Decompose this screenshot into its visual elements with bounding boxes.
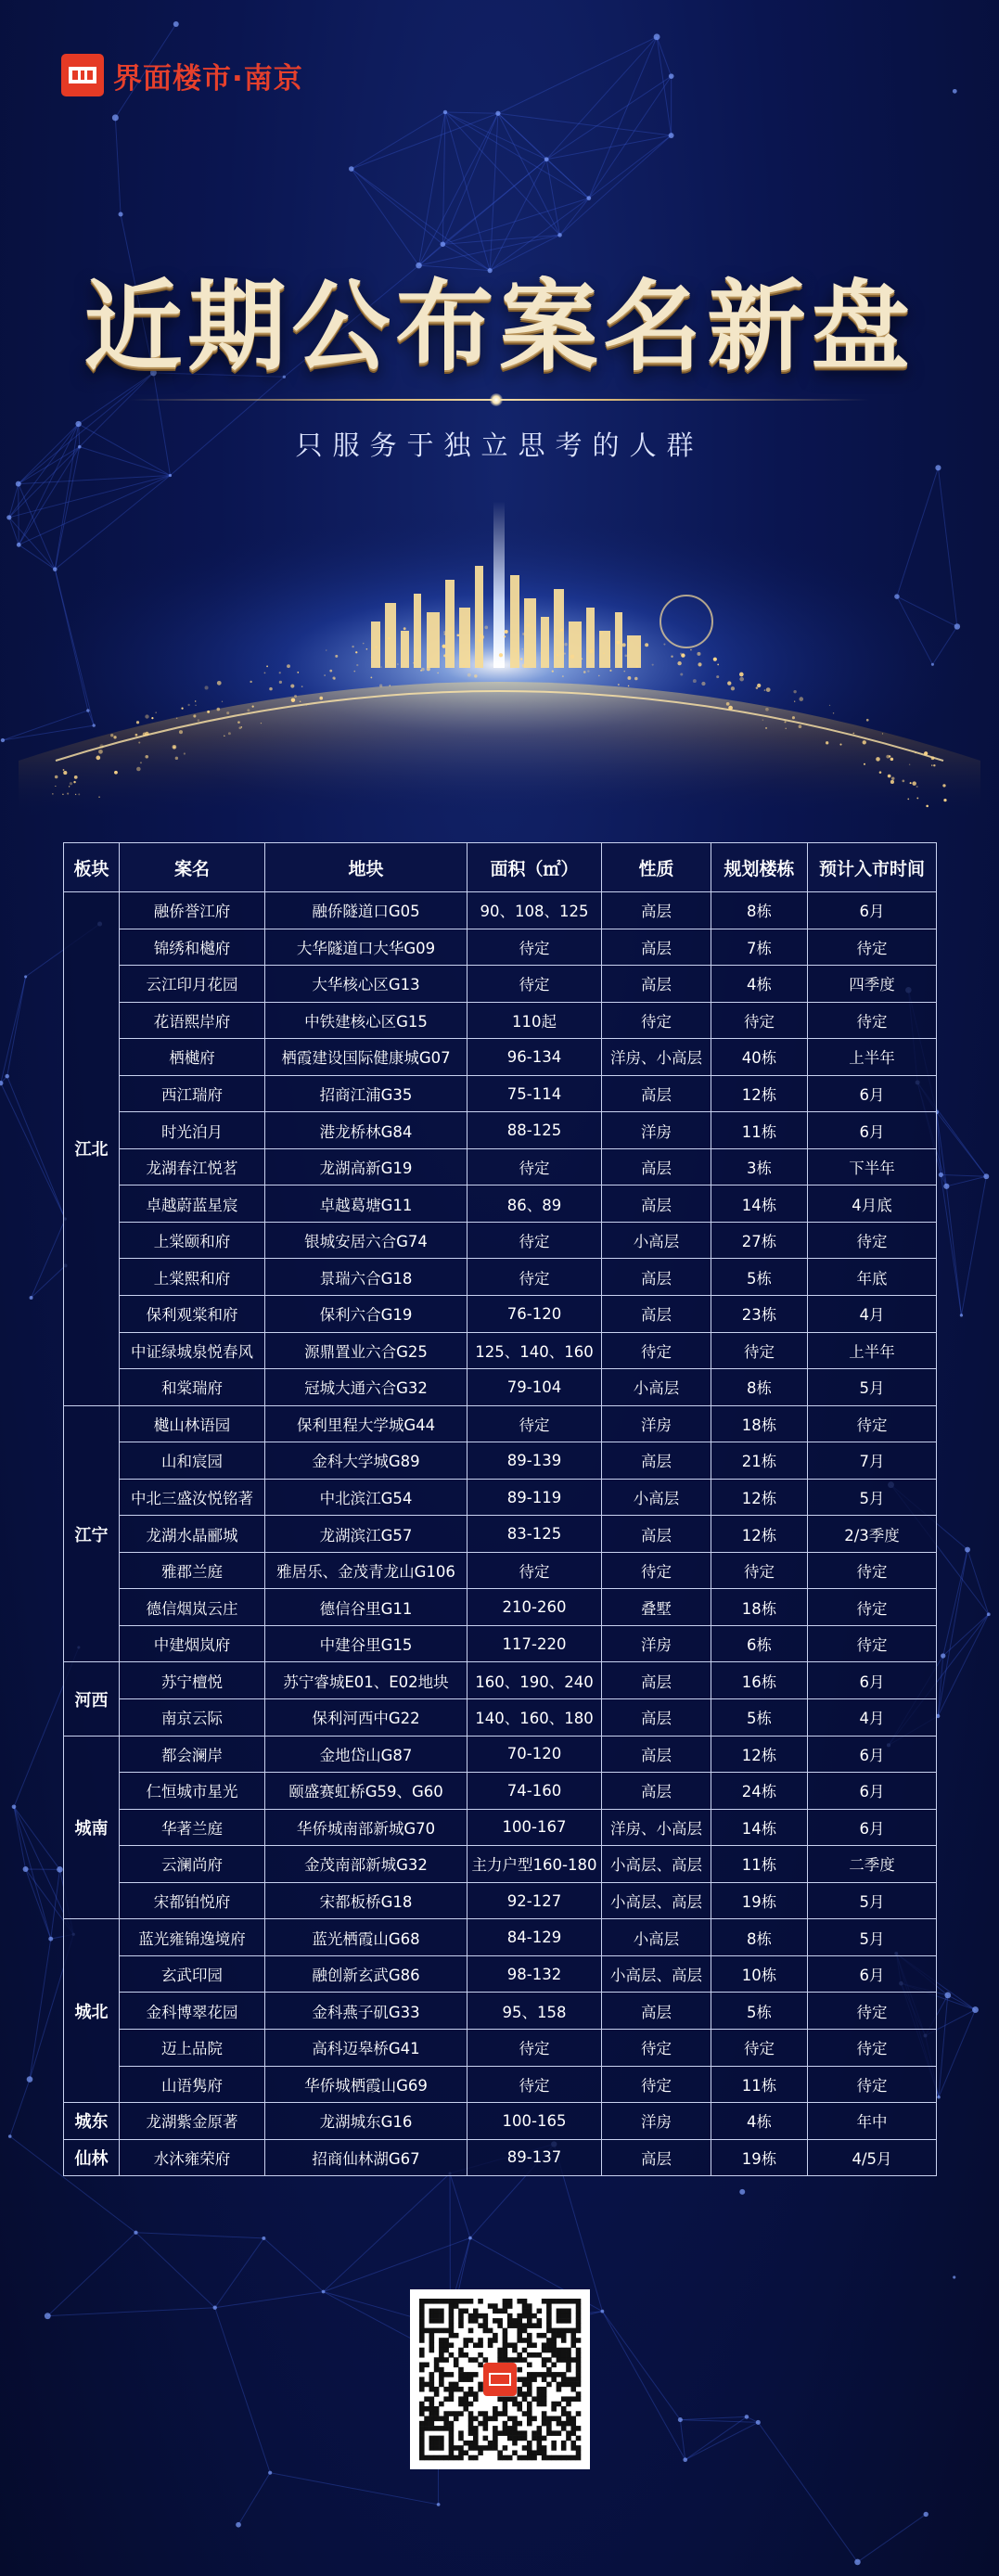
- cell-launch-time: 6月: [808, 1773, 937, 1810]
- table-header-row: [64, 843, 937, 892]
- cell-land-plot: 融创新玄武G86: [265, 1955, 467, 1993]
- cell-launch-time: 5月: [808, 1479, 937, 1516]
- cell-land-plot: 冠城大通六合G32: [265, 1369, 467, 1406]
- table-row: [64, 1259, 937, 1296]
- cell-launch-time: 上半年: [808, 1039, 937, 1076]
- cell-buildings: 6栋: [711, 1625, 808, 1662]
- cell-project-name: 仁恒城市星光: [120, 1773, 265, 1810]
- jiemian-logo-icon: [61, 54, 104, 96]
- cell-buildings: 5栋: [711, 1699, 808, 1737]
- cell-land-plot: 龙湖滨江G57: [265, 1516, 467, 1553]
- cell-area: 待定: [467, 2066, 602, 2103]
- cell-property-type: 高层: [602, 1185, 711, 1223]
- table-row: [64, 2029, 937, 2066]
- cell-property-type: 高层: [602, 929, 711, 966]
- cell-property-type: 高层: [602, 1075, 711, 1112]
- cell-region: 河西: [64, 1662, 120, 1736]
- cell-area: 92-127: [467, 1882, 602, 1919]
- cell-project-name: 和棠瑞府: [120, 1369, 265, 1406]
- cell-buildings: 24栋: [711, 1773, 808, 1810]
- cell-property-type: 高层: [602, 1296, 711, 1333]
- cell-land-plot: 苏宁睿城E01、E02地块: [265, 1662, 467, 1699]
- cell-launch-time: 6月: [808, 1736, 937, 1773]
- cell-project-name: 德信烟岚云庄: [120, 1589, 265, 1626]
- cell-project-name: 金科博翠花园: [120, 1993, 265, 2030]
- cell-buildings: 14栋: [711, 1185, 808, 1223]
- cell-property-type: 待定: [602, 1332, 711, 1369]
- table-row: [64, 2139, 937, 2176]
- cell-area: 70-120: [467, 1736, 602, 1773]
- cell-land-plot: 龙湖高新G19: [265, 1148, 467, 1185]
- table-row: [64, 1039, 937, 1076]
- table-row: [64, 1552, 937, 1589]
- cell-land-plot: 宋都板桥G18: [265, 1882, 467, 1919]
- cell-buildings: 12栋: [711, 1516, 808, 1553]
- cell-launch-time: 2/3季度: [808, 1516, 937, 1553]
- table-row: [64, 1222, 937, 1259]
- cell-project-name: 迈上品院: [120, 2029, 265, 2066]
- cell-area: 75-114: [467, 1075, 602, 1112]
- cell-property-type: 洋房: [602, 1405, 711, 1442]
- cell-land-plot: 金科燕子矶G33: [265, 1993, 467, 2030]
- cell-buildings: 待定: [711, 1002, 808, 1039]
- cell-project-name: 中建烟岚府: [120, 1625, 265, 1662]
- cell-project-name: 蓝光雍锦逸境府: [120, 1919, 265, 1956]
- cell-land-plot: 华侨城南部新城G70: [265, 1809, 467, 1846]
- table-row: [64, 1148, 937, 1185]
- cell-area: 74-160: [467, 1773, 602, 1810]
- cell-launch-time: 待定: [808, 1002, 937, 1039]
- cell-land-plot: 大华核心区G13: [265, 966, 467, 1003]
- cell-region: 城南: [64, 1736, 120, 1919]
- cell-project-name: 南京云际: [120, 1699, 265, 1737]
- cell-buildings: 40栋: [711, 1039, 808, 1076]
- cell-area: 待定: [467, 1405, 602, 1442]
- cell-property-type: 小高层、高层: [602, 1955, 711, 1993]
- cell-property-type: 高层: [602, 1773, 711, 1810]
- cell-land-plot: 德信谷里G11: [265, 1589, 467, 1626]
- cell-region: 城北: [64, 1919, 120, 2103]
- cell-land-plot: 卓越葛塘G11: [265, 1185, 467, 1223]
- cell-buildings: 待定: [711, 1332, 808, 1369]
- cell-region: 城东: [64, 2103, 120, 2140]
- cell-buildings: 10栋: [711, 1955, 808, 1993]
- city-skyline-illustration: [0, 482, 999, 816]
- cell-property-type: 待定: [602, 1552, 711, 1589]
- cell-region: 江宁: [64, 1405, 120, 1662]
- cell-area: 83-125: [467, 1516, 602, 1553]
- cell-buildings: 12栋: [711, 1736, 808, 1773]
- cell-land-plot: 港龙桥林G84: [265, 1112, 467, 1149]
- cell-buildings: 19栋: [711, 2139, 808, 2176]
- cell-area: 待定: [467, 1148, 602, 1185]
- cell-area: 140、160、180: [467, 1699, 602, 1737]
- cell-buildings: 11栋: [711, 1112, 808, 1149]
- cell-buildings: 21栋: [711, 1442, 808, 1480]
- table-row: [64, 1516, 937, 1553]
- cell-property-type: 高层: [602, 2139, 711, 2176]
- table-row: [64, 1589, 937, 1626]
- cell-area: 117-220: [467, 1625, 602, 1662]
- cell-land-plot: 银城安居六合G74: [265, 1222, 467, 1259]
- table-row: [64, 2066, 937, 2103]
- cell-land-plot: 金科大学城G89: [265, 1442, 467, 1480]
- cell-property-type: 洋房、小高层: [602, 1809, 711, 1846]
- cell-launch-time: 下半年: [808, 1148, 937, 1185]
- cell-property-type: 洋房: [602, 1112, 711, 1149]
- cell-project-name: 锦绣和樾府: [120, 929, 265, 966]
- cell-launch-time: 二季度: [808, 1846, 937, 1883]
- table-row: [64, 1625, 937, 1662]
- cell-land-plot: 中北滨江G54: [265, 1479, 467, 1516]
- table-row: [64, 1919, 937, 1956]
- table-row: [64, 1955, 937, 1993]
- cell-land-plot: 华侨城栖霞山G69: [265, 2066, 467, 2103]
- cell-launch-time: 6月: [808, 1112, 937, 1149]
- cell-launch-time: 年底: [808, 1259, 937, 1296]
- cell-property-type: 洋房、小高层: [602, 1039, 711, 1076]
- cell-area: 88-125: [467, 1112, 602, 1149]
- cell-land-plot: 雅居乐、金茂青龙山G106: [265, 1552, 467, 1589]
- cell-property-type: 高层: [602, 1148, 711, 1185]
- cell-buildings: 待定: [711, 2029, 808, 2066]
- cell-launch-time: 待定: [808, 1222, 937, 1259]
- cell-area: 95、158: [467, 1993, 602, 2030]
- table-row: [64, 1369, 937, 1406]
- table-body: [64, 892, 937, 2176]
- cell-buildings: 8栋: [711, 892, 808, 929]
- cell-launch-time: 待定: [808, 2029, 937, 2066]
- cell-project-name: 龙湖紫金原著: [120, 2103, 265, 2140]
- cell-area: 100-167: [467, 1809, 602, 1846]
- cell-land-plot: 颐盛赛虹桥G59、G60: [265, 1773, 467, 1810]
- cell-launch-time: 待定: [808, 2066, 937, 2103]
- cell-land-plot: 中铁建核心区G15: [265, 1002, 467, 1039]
- cell-land-plot: 大华隧道口大华G09: [265, 929, 467, 966]
- cell-launch-time: 上半年: [808, 1332, 937, 1369]
- cell-project-name: 水沐雍荣府: [120, 2139, 265, 2176]
- cell-launch-time: 4月: [808, 1699, 937, 1737]
- cell-region: 仙林: [64, 2139, 120, 2176]
- cell-area: 主力户型160-180: [467, 1846, 602, 1883]
- new-projects-table-wrap: [63, 842, 936, 2176]
- cell-project-name: 栖樾府: [120, 1039, 265, 1076]
- cell-launch-time: 4月底: [808, 1185, 937, 1223]
- cell-area: 160、190、240: [467, 1662, 602, 1699]
- cell-area: 待定: [467, 1222, 602, 1259]
- cell-project-name: 卓越蔚蓝星宸: [120, 1185, 265, 1223]
- cell-project-name: 玄武印园: [120, 1955, 265, 1993]
- cell-launch-time: 6月: [808, 1075, 937, 1112]
- table-row: [64, 1332, 937, 1369]
- cell-property-type: 高层: [602, 1736, 711, 1773]
- cell-buildings: 11栋: [711, 2066, 808, 2103]
- cell-launch-time: 年中: [808, 2103, 937, 2140]
- table-row: [64, 892, 937, 929]
- qr-code: [410, 2289, 590, 2469]
- cell-property-type: 高层: [602, 1699, 711, 1737]
- cell-land-plot: 源鼎置业六合G25: [265, 1332, 467, 1369]
- cell-property-type: 高层: [602, 1662, 711, 1699]
- cell-project-name: 上棠熙和府: [120, 1259, 265, 1296]
- cell-land-plot: 金茂南部新城G32: [265, 1846, 467, 1883]
- cell-project-name: 山和宸园: [120, 1442, 265, 1480]
- table-row: [64, 966, 937, 1003]
- cell-buildings: 3栋: [711, 1148, 808, 1185]
- cell-property-type: 高层: [602, 1993, 711, 2030]
- cell-project-name: 山语隽府: [120, 2066, 265, 2103]
- table-row: [64, 2103, 937, 2140]
- table-row: [64, 1662, 937, 1699]
- cell-launch-time: 待定: [808, 929, 937, 966]
- brand-logo: [61, 54, 303, 96]
- cell-project-name: 苏宁檀悦: [120, 1662, 265, 1699]
- cell-launch-time: 5月: [808, 1882, 937, 1919]
- page-title: 近期公布案名新盘: [83, 268, 916, 384]
- table-row: [64, 1882, 937, 1919]
- cell-land-plot: 融侨隧道口G05: [265, 892, 467, 929]
- cell-land-plot: 蓝光栖霞山G68: [265, 1919, 467, 1956]
- cell-launch-time: 6月: [808, 1662, 937, 1699]
- table-row: [64, 1699, 937, 1737]
- header-buildings: 规划楼栋: [711, 843, 808, 892]
- cell-property-type: 高层: [602, 1516, 711, 1553]
- cell-region: 江北: [64, 892, 120, 1406]
- cell-land-plot: 保利六合G19: [265, 1296, 467, 1333]
- cell-area: 待定: [467, 929, 602, 966]
- cell-launch-time: 待定: [808, 1589, 937, 1626]
- table-row: [64, 1479, 937, 1516]
- cell-property-type: 高层: [602, 966, 711, 1003]
- cell-land-plot: 招商江浦G35: [265, 1075, 467, 1112]
- cell-launch-time: 6月: [808, 1809, 937, 1846]
- cell-launch-time: 待定: [808, 1625, 937, 1662]
- cell-launch-time: 6月: [808, 892, 937, 929]
- cell-buildings: 12栋: [711, 1075, 808, 1112]
- cell-property-type: 小高层: [602, 1919, 711, 1956]
- cell-area: 96-134: [467, 1039, 602, 1076]
- cell-project-name: 西江瑞府: [120, 1075, 265, 1112]
- cell-area: 210-260: [467, 1589, 602, 1626]
- cell-buildings: 23栋: [711, 1296, 808, 1333]
- cell-launch-time: 5月: [808, 1369, 937, 1406]
- cell-buildings: 5栋: [711, 1993, 808, 2030]
- cell-launch-time: 5月: [808, 1919, 937, 1956]
- cell-buildings: 4栋: [711, 2103, 808, 2140]
- header-area: 面积（㎡）: [467, 843, 602, 892]
- table-row: [64, 1773, 937, 1810]
- cell-property-type: 高层: [602, 1259, 711, 1296]
- cell-buildings: 8栋: [711, 1369, 808, 1406]
- table-row: [64, 1809, 937, 1846]
- cell-launch-time: 4/5月: [808, 2139, 937, 2176]
- new-projects-table: [63, 842, 937, 2176]
- table-row: [64, 1296, 937, 1333]
- cell-project-name: 龙湖水晶郦城: [120, 1516, 265, 1553]
- cell-land-plot: 保利里程大学城G44: [265, 1405, 467, 1442]
- cell-buildings: 8栋: [711, 1919, 808, 1956]
- cell-property-type: 小高层: [602, 1369, 711, 1406]
- cell-project-name: 都会澜岸: [120, 1736, 265, 1773]
- cell-property-type: 待定: [602, 2066, 711, 2103]
- brand-name: 界面楼市·南京: [113, 61, 303, 96]
- cell-buildings: 12栋: [711, 1479, 808, 1516]
- cell-area: 110起: [467, 1002, 602, 1039]
- cell-buildings: 18栋: [711, 1405, 808, 1442]
- cell-property-type: 待定: [602, 2029, 711, 2066]
- cell-land-plot: 景瑞六合G18: [265, 1259, 467, 1296]
- cell-land-plot: 保利河西中G22: [265, 1699, 467, 1737]
- cell-project-name: 保利观棠和府: [120, 1296, 265, 1333]
- cell-property-type: 小高层、高层: [602, 1882, 711, 1919]
- table-row: [64, 1442, 937, 1480]
- cell-launch-time: 4月: [808, 1296, 937, 1333]
- cell-project-name: 花语熙岸府: [120, 1002, 265, 1039]
- cell-area: 98-132: [467, 1955, 602, 1993]
- cell-property-type: 待定: [602, 1002, 711, 1039]
- cell-property-type: 高层: [602, 1442, 711, 1480]
- table-row: [64, 929, 937, 966]
- cell-area: 89-137: [467, 2139, 602, 2176]
- cell-property-type: 洋房: [602, 2103, 711, 2140]
- cell-area: 76-120: [467, 1296, 602, 1333]
- cell-launch-time: 6月: [808, 1955, 937, 1993]
- cell-land-plot: 招商仙林湖G67: [265, 2139, 467, 2176]
- cell-area: 90、108、125: [467, 892, 602, 929]
- header-project-name: 案名: [120, 843, 265, 892]
- divider-glow: [490, 393, 503, 406]
- cell-buildings: 14栋: [711, 1809, 808, 1846]
- cell-project-name: 时光泊月: [120, 1112, 265, 1149]
- cell-buildings: 27栋: [711, 1222, 808, 1259]
- cell-project-name: 樾山林语园: [120, 1405, 265, 1442]
- cell-buildings: 11栋: [711, 1846, 808, 1883]
- cell-project-name: 雅郡兰庭: [120, 1552, 265, 1589]
- cell-land-plot: 金地岱山G87: [265, 1736, 467, 1773]
- cell-launch-time: 待定: [808, 1552, 937, 1589]
- cell-buildings: 4栋: [711, 966, 808, 1003]
- cell-land-plot: 栖霞建设国际健康城G07: [265, 1039, 467, 1076]
- cell-area: 84-129: [467, 1919, 602, 1956]
- cell-land-plot: 中建谷里G15: [265, 1625, 467, 1662]
- table-row: [64, 1002, 937, 1039]
- cell-area: 待定: [467, 1552, 602, 1589]
- cell-area: 100-165: [467, 2103, 602, 2140]
- table-row: [64, 1112, 937, 1149]
- cell-project-name: 云江印月花园: [120, 966, 265, 1003]
- table-row: [64, 1405, 937, 1442]
- cell-project-name: 云澜尚府: [120, 1846, 265, 1883]
- cell-project-name: 上棠颐和府: [120, 1222, 265, 1259]
- cell-area: 89-119: [467, 1479, 602, 1516]
- cell-property-type: 小高层: [602, 1222, 711, 1259]
- page-subtitle: 只服务于独立思考的人群: [295, 429, 704, 461]
- header-property-type: 性质: [602, 843, 711, 892]
- table-row: [64, 1185, 937, 1223]
- cell-area: 79-104: [467, 1369, 602, 1406]
- header-region: 板块: [64, 843, 120, 892]
- cell-launch-time: 7月: [808, 1442, 937, 1480]
- cell-project-name: 宋都铂悦府: [120, 1882, 265, 1919]
- cell-area: 待定: [467, 2029, 602, 2066]
- cell-land-plot: 龙湖城东G16: [265, 2103, 467, 2140]
- cell-property-type: 高层: [602, 892, 711, 929]
- cell-property-type: 叠墅: [602, 1589, 711, 1626]
- cell-launch-time: 待定: [808, 1993, 937, 2030]
- cell-project-name: 中北三盛汝悦铭著: [120, 1479, 265, 1516]
- header-land-plot: 地块: [265, 843, 467, 892]
- table-row: [64, 1075, 937, 1112]
- cell-area: 125、140、160: [467, 1332, 602, 1369]
- table-row: [64, 1846, 937, 1883]
- cell-land-plot: 高科迈皋桥G41: [265, 2029, 467, 2066]
- cell-buildings: 待定: [711, 1552, 808, 1589]
- cell-buildings: 16栋: [711, 1662, 808, 1699]
- cell-project-name: 华著兰庭: [120, 1809, 265, 1846]
- cell-project-name: 融侨誉江府: [120, 892, 265, 929]
- cell-buildings: 7栋: [711, 929, 808, 966]
- header-launch-time: 预计入市时间: [808, 843, 937, 892]
- cell-property-type: 小高层、高层: [602, 1846, 711, 1883]
- cell-buildings: 18栋: [711, 1589, 808, 1626]
- cell-area: 待定: [467, 1259, 602, 1296]
- cell-buildings: 19栋: [711, 1882, 808, 1919]
- cell-launch-time: 待定: [808, 1405, 937, 1442]
- cell-area: 86、89: [467, 1185, 602, 1223]
- cell-launch-time: 四季度: [808, 966, 937, 1003]
- cell-area: 89-139: [467, 1442, 602, 1480]
- cell-area: 待定: [467, 966, 602, 1003]
- table-row: [64, 1993, 937, 2030]
- cell-project-name: 中证绿城泉悦春风: [120, 1332, 265, 1369]
- cell-project-name: 龙湖春江悦茗: [120, 1148, 265, 1185]
- cell-property-type: 洋房: [602, 1625, 711, 1662]
- table-row: [64, 1736, 937, 1773]
- cell-buildings: 5栋: [711, 1259, 808, 1296]
- cell-property-type: 小高层: [602, 1479, 711, 1516]
